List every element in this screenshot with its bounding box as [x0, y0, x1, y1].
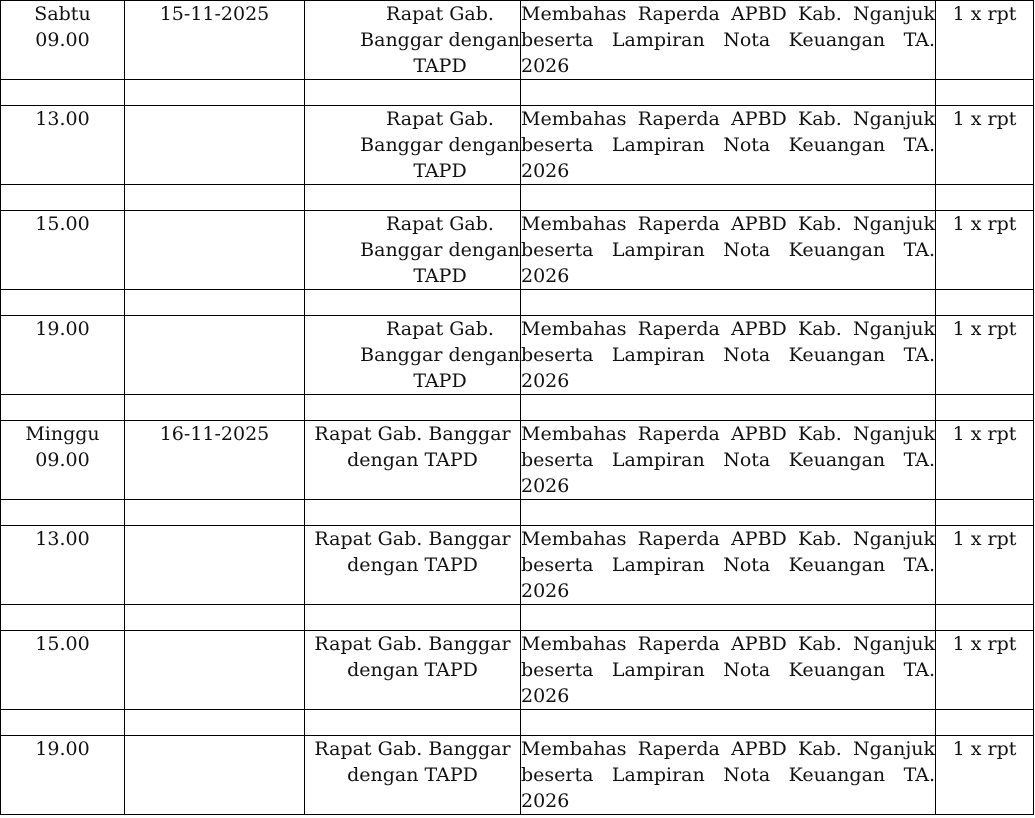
frequency-cell: [936, 316, 1034, 395]
description-cell: [521, 421, 936, 500]
frequency-label: 1 x rpt: [952, 738, 1017, 760]
frequency-label: 1 x rpt: [952, 423, 1017, 445]
spacer-cell: [936, 605, 1034, 631]
frequency-label: 1 x rpt: [952, 108, 1017, 130]
activity-label: Rapat Gab. Banggar dengan TAPD: [360, 3, 520, 77]
table-row: [1, 106, 1034, 185]
spacer-row: [1, 395, 1034, 421]
spacer-cell: [521, 500, 936, 526]
spacer-cell: [305, 710, 521, 736]
spacer-cell: [1, 710, 125, 736]
day-time-cell: [1, 211, 125, 290]
spacer-cell: [521, 605, 936, 631]
spacer-row: [1, 80, 1034, 106]
spacer-cell: [521, 710, 936, 736]
description-label: Membahas Raperda APBD Kab. Nganjuk beserta Lampiran Nota Keuangan TA. 2026: [521, 213, 935, 287]
day-time-cell: [1, 631, 125, 710]
spacer-cell: [125, 500, 305, 526]
day-time-cell: [1, 736, 125, 815]
time-label: 15.00: [35, 213, 90, 235]
time-label: 15.00: [35, 633, 90, 655]
spacer-cell: [125, 290, 305, 316]
frequency-cell: [936, 211, 1034, 290]
spacer-cell: [936, 710, 1034, 736]
time-label: 19.00: [35, 738, 90, 760]
description-cell: [521, 736, 936, 815]
table-row: [1, 1, 1034, 80]
activity-cell: [305, 211, 521, 290]
date-label: 16-11-2025: [159, 423, 270, 445]
spacer-row: [1, 710, 1034, 736]
date-cell: [125, 526, 305, 605]
table-row: [1, 316, 1034, 395]
spacer-cell: [305, 605, 521, 631]
frequency-label: 1 x rpt: [952, 318, 1017, 340]
spacer-cell: [305, 80, 521, 106]
frequency-label: 1 x rpt: [952, 3, 1017, 25]
day-label: Minggu: [25, 423, 100, 445]
date-cell: [125, 211, 305, 290]
spacer-cell: [1, 500, 125, 526]
spacer-cell: [936, 290, 1034, 316]
frequency-label: 1 x rpt: [952, 633, 1017, 655]
spacer-cell: [521, 395, 936, 421]
description-cell: [521, 106, 936, 185]
time-label: 09.00: [35, 29, 90, 51]
table-row: [1, 421, 1034, 500]
date-cell: [125, 1, 305, 80]
frequency-label: 1 x rpt: [952, 528, 1017, 550]
description-label: Membahas Raperda APBD Kab. Nganjuk beserta Lampiran Nota Keuangan TA. 2026: [521, 738, 935, 812]
activity-label: Rapat Gab. Banggar dengan TAPD: [314, 423, 511, 471]
activity-label: Rapat Gab. Banggar dengan TAPD: [314, 528, 511, 576]
table-row: [1, 526, 1034, 605]
activity-cell: [305, 526, 521, 605]
day-time-cell: [1, 421, 125, 500]
spacer-cell: [936, 80, 1034, 106]
time-label: 19.00: [35, 318, 90, 340]
description-label: Membahas Raperda APBD Kab. Nganjuk beserta Lampiran Nota Keuangan TA. 2026: [521, 3, 935, 77]
spacer-row: [1, 185, 1034, 211]
spacer-cell: [125, 80, 305, 106]
frequency-cell: [936, 526, 1034, 605]
description-cell: [521, 211, 936, 290]
spacer-cell: [125, 605, 305, 631]
activity-label: Rapat Gab. Banggar dengan TAPD: [314, 738, 511, 786]
activity-cell: [305, 421, 521, 500]
day-time-cell: [1, 526, 125, 605]
spacer-cell: [521, 80, 936, 106]
description-label: Membahas Raperda APBD Kab. Nganjuk beserta Lampiran Nota Keuangan TA. 2026: [521, 633, 935, 707]
frequency-cell: [936, 421, 1034, 500]
spacer-cell: [936, 395, 1034, 421]
activity-label: Rapat Gab. Banggar dengan TAPD: [360, 213, 520, 287]
frequency-cell: [936, 631, 1034, 710]
spacer-cell: [1, 80, 125, 106]
activity-cell: [305, 736, 521, 815]
day-label: Sabtu: [34, 3, 91, 25]
spacer-row: [1, 290, 1034, 316]
frequency-cell: [936, 106, 1034, 185]
spacer-cell: [521, 290, 936, 316]
time-label: 13.00: [35, 528, 90, 550]
spacer-cell: [521, 185, 936, 211]
spacer-cell: [936, 500, 1034, 526]
table-row: [1, 211, 1034, 290]
spacer-cell: [305, 395, 521, 421]
schedule-table-body: [1, 1, 1034, 815]
day-time-cell: [1, 106, 125, 185]
table-row: [1, 736, 1034, 815]
spacer-cell: [936, 185, 1034, 211]
date-cell: [125, 316, 305, 395]
time-label: 09.00: [35, 449, 90, 471]
spacer-cell: [1, 185, 125, 211]
description-label: Membahas Raperda APBD Kab. Nganjuk beserta Lampiran Nota Keuangan TA. 2026: [521, 423, 935, 497]
activity-cell: [305, 1, 521, 80]
date-cell: [125, 421, 305, 500]
spacer-cell: [1, 605, 125, 631]
frequency-label: 1 x rpt: [952, 213, 1017, 235]
spacer-cell: [125, 710, 305, 736]
description-label: Membahas Raperda APBD Kab. Nganjuk beserta Lampiran Nota Keuangan TA. 2026: [521, 528, 935, 602]
activity-cell: [305, 316, 521, 395]
spacer-cell: [1, 395, 125, 421]
activity-label: Rapat Gab. Banggar dengan TAPD: [360, 318, 520, 392]
description-label: Membahas Raperda APBD Kab. Nganjuk beserta Lampiran Nota Keuangan TA. 2026: [521, 108, 935, 182]
date-label: 15-11-2025: [159, 3, 270, 25]
day-time-cell: [1, 1, 125, 80]
activity-cell: [305, 631, 521, 710]
activity-label: Rapat Gab. Banggar dengan TAPD: [314, 633, 511, 681]
description-cell: [521, 526, 936, 605]
spacer-cell: [305, 185, 521, 211]
date-cell: [125, 631, 305, 710]
spacer-row: [1, 500, 1034, 526]
spacer-cell: [125, 395, 305, 421]
activity-label: Rapat Gab. Banggar dengan TAPD: [360, 108, 520, 182]
description-cell: [521, 316, 936, 395]
description-cell: [521, 1, 936, 80]
date-cell: [125, 736, 305, 815]
date-cell: [125, 106, 305, 185]
spacer-cell: [305, 500, 521, 526]
table-row: [1, 631, 1034, 710]
spacer-cell: [305, 290, 521, 316]
spacer-row: [1, 605, 1034, 631]
spacer-cell: [1, 290, 125, 316]
activity-cell: [305, 106, 521, 185]
frequency-cell: [936, 1, 1034, 80]
spacer-cell: [125, 185, 305, 211]
time-label: 13.00: [35, 108, 90, 130]
description-label: Membahas Raperda APBD Kab. Nganjuk beserta Lampiran Nota Keuangan TA. 2026: [521, 318, 935, 392]
frequency-cell: [936, 736, 1034, 815]
day-time-cell: [1, 316, 125, 395]
description-cell: [521, 631, 936, 710]
